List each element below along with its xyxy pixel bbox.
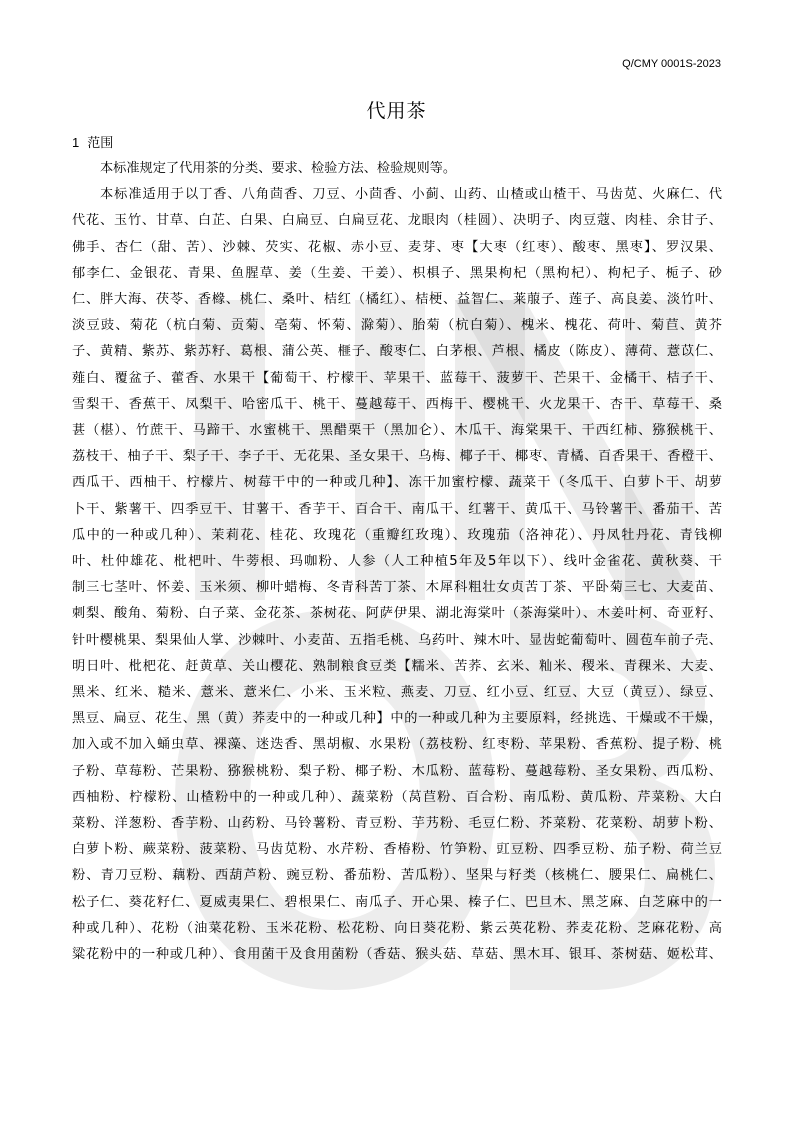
paragraph-line: 黑豆、扁豆、花生、黑（黄）荞麦中的一种或几种】中的一种或几种为主要原料，经挑选、干燥或不干燥， [72, 711, 722, 727]
paragraph-scope-detail [72, 182, 722, 968]
paragraph-line: 葚（椹）、竹蔗干、马蹄干、水蜜桃干、黑醋栗干（黑加仑）、木瓜干、海棠果干、干西红柿、猕猴桃干、 [72, 423, 722, 439]
paragraph-line: 白萝卜粉、蕨菜粉、菠菜粉、马齿苋粉、水芹粉、香椿粉、竹笋粉、豇豆粉、四季豆粉、茄子粉、荷兰豆 [72, 842, 722, 858]
paragraph-line: 制三七茎叶、怀姜、玉米须、柳叶蜡梅、冬青科苦丁茶、木犀科粗壮女贞苦丁茶、平卧菊三七、大麦苗、 [72, 580, 722, 596]
paragraph-line: 加入或不加入蛹虫草、裸藻、迷迭香、黑胡椒、水果粉（荔枝粉、红枣粉、苹果粉、香蕉粉、提子粉、桃 [72, 737, 722, 753]
paragraph-line: 子、黄精、紫苏、紫苏籽、葛根、蒲公英、榧子、酸枣仁、白茅根、芦根、橘皮（陈皮）、薄荷、薏苡仁、 [72, 344, 722, 360]
paragraph-line: 淡豆豉、菊花（杭白菊、贡菊、亳菊、怀菊、滁菊）、胎菊（杭白菊）、槐米、槐花、荷叶、菊苣、黄芥 [72, 318, 722, 334]
paragraph-line: 西柚粉、柠檬粉、山楂粉中的一种或几种）、蔬菜粉（莴苣粉、百合粉、南瓜粉、黄瓜粉、芹菜粉、大白 [72, 789, 722, 805]
paragraph-line: 子粉、草莓粉、芒果粉、猕猴桃粉、梨子粉、椰子粉、木瓜粉、蓝莓粉、蔓越莓粉、圣女果粉、西瓜粉、 [72, 763, 722, 779]
paragraph-line: 粱花粉中的一种或几种）、食用菌干及食用菌粉（香菇、猴头菇、草菇、黑木耳、银耳、茶树菇、姬松茸、 [72, 947, 722, 963]
paragraph-line: 针叶樱桃果、梨果仙人掌、沙棘叶、小麦苗、五指毛桃、乌药叶、辣木叶、显齿蛇葡萄叶、圆苞车前子壳、 [72, 632, 722, 648]
paragraph-line: 西瓜干、西柚干、柠檬片、树莓干中的一种或几种】、冻干加蜜柠檬、蔬菜干（冬瓜干、白萝卜干、胡萝 [72, 475, 722, 491]
paragraph-line: 松子仁、葵花籽仁、夏威夷果仁、碧根果仁、南瓜子、开心果、榛子仁、巴旦木、黑芝麻、白芝麻中的一 [72, 894, 722, 910]
section-heading [72, 132, 113, 151]
paragraph-line: 本标准规定了代用茶的分类、要求、检验方法、检验规则等。 [100, 161, 457, 176]
paragraph-line: 荔枝干、柚子干、梨子干、李子干、无花果、圣女果干、乌梅、椰子干、椰枣、青橘、百香果干、香橙干、 [72, 449, 722, 465]
paragraph-line: 雪梨干、香蕉干、凤梨干、哈密瓜干、桃干、蔓越莓干、西梅干、樱桃干、火龙果干、杏干、草莓干、桑 [72, 396, 722, 412]
paragraph-line: 代花、玉竹、甘草、白芷、白果、白扁豆、白扁豆花、龙眼肉（桂圆）、决明子、肉豆蔻、肉桂、余甘子、 [72, 213, 722, 229]
paragraph-line: 佛手、杏仁（甜、苦）、沙棘、芡实、花椒、赤小豆、麦芽、枣【大枣（红枣）、酸枣、黑枣】、罗汉果、 [72, 239, 722, 255]
section-title: 范围 [87, 136, 114, 151]
paragraph-scope-summary [72, 156, 722, 182]
paragraph-line: 粉、青刀豆粉、藕粉、西葫芦粉、豌豆粉、番茄粉、苦瓜粉）、坚果与籽类（核桃仁、腰果仁、扁桃仁、 [72, 868, 722, 884]
document-body [72, 156, 722, 968]
paragraph-line: 种或几种）、花粉（油菜花粉、玉米花粉、松花粉、向日葵花粉、紫云英花粉、荞麦花粉、芝麻花粉、高 [72, 920, 722, 936]
paragraph-line: 菜粉、洋葱粉、香芋粉、山药粉、马铃薯粉、青豆粉、芋艿粉、毛豆仁粉、芥菜粉、花菜粉、胡萝卜粉、 [72, 816, 722, 832]
paragraph-line: 本标准适用于以丁香、八角茴香、刀豆、小茴香、小蓟、山药、山楂或山楂干、马齿苋、火麻仁、代 [100, 187, 722, 203]
document-title: 代用茶 [366, 100, 427, 122]
paragraph-line: 叶、杜仲雄花、枇杷叶、牛蒡根、玛咖粉、人参（人工种植5年及5年以下）、线叶金雀花、黄秋葵、干 [72, 554, 722, 570]
paragraph-line: 郁李仁、金银花、青果、鱼腥草、姜（生姜、干姜）、枳椇子、黑果枸杞（黑枸杞）、枸杞子、栀子、砂 [72, 265, 722, 281]
paragraph-line: 卜干、紫薯干、四季豆干、甘薯干、香芋干、百合干、南瓜干、红薯干、黄瓜干、马铃薯干、番茄干、苦 [72, 501, 722, 517]
paragraph-line: 明日叶、枇杷花、赶黄草、关山樱花、熟制粮食豆类【糯米、苦荞、玄米、籼米、稷米、青稞米、大麦、 [72, 658, 722, 674]
standard-code: Q/CMY 0001S-2023 [622, 58, 721, 70]
paragraph-line: 薤白、覆盆子、藿香、水果干【葡萄干、柠檬干、苹果干、蓝莓干、菠萝干、芒果干、金橘干、桔子干、 [72, 370, 722, 386]
section-number: 1 [72, 135, 80, 150]
paragraph-line: 仁、胖大海、茯苓、香橼、桃仁、桑叶、桔红（橘红）、桔梗、益智仁、莱菔子、莲子、高良姜、淡竹叶、 [72, 292, 722, 308]
paragraph-line: 黑米、红米、糙米、薏米、薏米仁、小米、玉米粒、燕麦、刀豆、红小豆、红豆、大豆（黄豆）、绿豆、 [72, 685, 722, 701]
paragraph-line: 瓜中的一种或几种）、茉莉花、桂花、玫瑰花（重瓣红玫瑰）、玫瑰茄（洛神花）、丹凤牡丹花、青钱柳 [72, 527, 722, 543]
paragraph-line: 刺梨、酸角、菊粉、白子菜、金花茶、茶树花、阿萨伊果、湖北海棠叶（茶海棠叶）、木姜叶柯、奇亚籽、 [72, 606, 722, 622]
